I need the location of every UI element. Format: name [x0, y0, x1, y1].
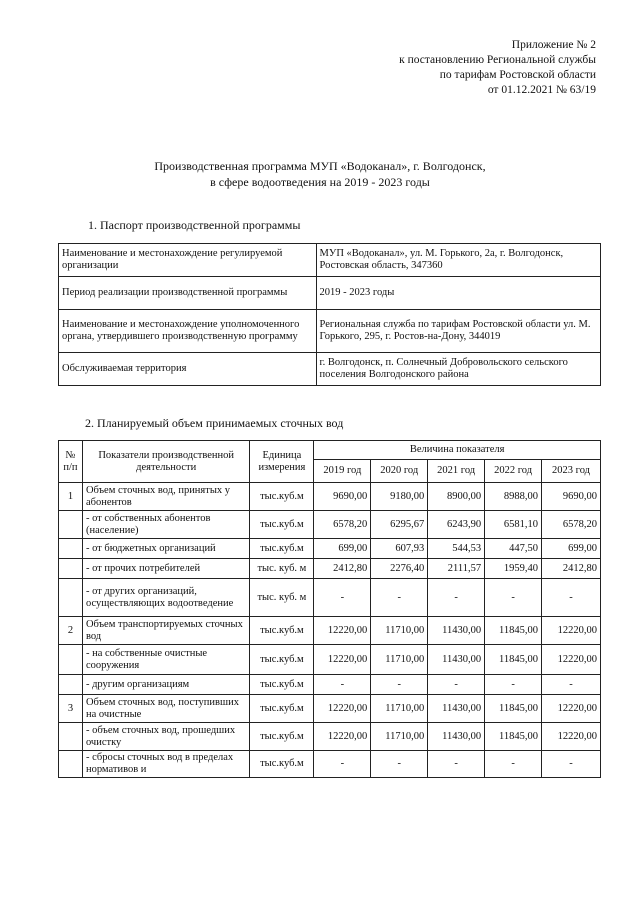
- table-row: [59, 559, 601, 579]
- row-value: 11845,00: [485, 617, 542, 645]
- row-value: 8900,00: [428, 483, 485, 511]
- row-value: 11845,00: [485, 645, 542, 675]
- passport-row: [59, 310, 601, 353]
- title-line-1: Производственная программа МУП «Водоканал», г. Волгодонск,: [154, 159, 486, 173]
- passport-label: Период реализации производственной программы: [59, 277, 317, 310]
- row-value: 6295,67: [371, 511, 428, 539]
- row-value: -: [428, 675, 485, 695]
- row-value: 544,53: [428, 539, 485, 559]
- row-value: -: [428, 751, 485, 778]
- table-row: [59, 645, 601, 675]
- row-label: - на собственные очистные сооружения: [82, 645, 249, 675]
- row-value: -: [314, 579, 371, 617]
- appendix-line-3: по тарифам Ростовской области: [439, 69, 596, 81]
- table-row: [59, 483, 601, 511]
- row-label: Объем сточных вод, поступивших на очистные: [82, 695, 249, 723]
- row-value: 699,00: [542, 539, 601, 559]
- row-value: 11430,00: [428, 723, 485, 751]
- row-value: 9690,00: [314, 483, 371, 511]
- row-unit: тыс.куб.м: [250, 539, 314, 559]
- row-value: 11710,00: [371, 723, 428, 751]
- row-value: 699,00: [314, 539, 371, 559]
- table-row: [59, 723, 601, 751]
- row-unit: тыс.куб.м: [250, 645, 314, 675]
- passport-row: [59, 277, 601, 310]
- row-value: 12220,00: [542, 645, 601, 675]
- row-value: 1959,40: [485, 559, 542, 579]
- header-year: 2021 год: [428, 460, 485, 483]
- volumes-table: [58, 440, 601, 778]
- header-num: № п/п: [59, 441, 83, 483]
- row-unit: тыс. куб. м: [250, 559, 314, 579]
- row-number: [59, 751, 83, 778]
- row-value: -: [428, 579, 485, 617]
- row-number: [59, 579, 83, 617]
- row-value: 2276,40: [371, 559, 428, 579]
- row-value: -: [542, 579, 601, 617]
- header-year: 2022 год: [485, 460, 542, 483]
- appendix-line-1: Приложение № 2: [511, 39, 596, 51]
- table-row: [59, 617, 601, 645]
- passport-row: [59, 244, 601, 277]
- title-line-2: в сфере водоотведения на 2019 - 2023 годы: [210, 175, 430, 189]
- header-indicator: Показатели производственной деятельности: [82, 441, 249, 483]
- section-2-heading: 2. Планируемый объем принимаемых сточных вод: [85, 416, 344, 430]
- row-value: -: [314, 675, 371, 695]
- row-unit: тыс.куб.м: [250, 617, 314, 645]
- row-value: -: [371, 579, 428, 617]
- table-row: [59, 695, 601, 723]
- row-value: -: [485, 579, 542, 617]
- row-unit: тыс.куб.м: [250, 483, 314, 511]
- passport-value: МУП «Водоканал», ул. М. Горького, 2а, г. Волгодонск, Ростовская область, 347360: [316, 244, 600, 277]
- row-value: -: [371, 751, 428, 778]
- row-unit: тыс.куб.м: [250, 723, 314, 751]
- row-unit: тыс.куб.м: [250, 751, 314, 778]
- row-value: 6243,90: [428, 511, 485, 539]
- row-value: 11430,00: [428, 695, 485, 723]
- row-value: 12220,00: [314, 645, 371, 675]
- row-label: Объем транспортируемых сточных вод: [82, 617, 249, 645]
- table-row: [59, 511, 601, 539]
- row-label: - сбросы сточных вод в пределах нормативов и: [82, 751, 249, 778]
- row-value: 12220,00: [542, 695, 601, 723]
- row-value: 6578,20: [542, 511, 601, 539]
- row-number: 3: [59, 695, 83, 723]
- passport-value: г. Волгодонск, п. Солнечный Добровольского сельского поселения Волгодонского района: [316, 353, 600, 386]
- row-value: 2111,57: [428, 559, 485, 579]
- row-number: [59, 511, 83, 539]
- row-value: 11710,00: [371, 645, 428, 675]
- row-value: -: [314, 751, 371, 778]
- table-row: [59, 675, 601, 695]
- row-label: - другим организациям: [82, 675, 249, 695]
- table-row: [59, 579, 601, 617]
- row-value: 12220,00: [314, 695, 371, 723]
- row-number: [59, 539, 83, 559]
- row-value: 8988,00: [485, 483, 542, 511]
- row-number: [59, 675, 83, 695]
- passport-value: 2019 - 2023 годы: [316, 277, 600, 310]
- row-label: - объем сточных вод, прошедших очистку: [82, 723, 249, 751]
- row-label: - от собственных абонентов (население): [82, 511, 249, 539]
- row-value: 447,50: [485, 539, 542, 559]
- header-year: 2019 год: [314, 460, 371, 483]
- table-row: [59, 539, 601, 559]
- row-label: - от бюджетных организаций: [82, 539, 249, 559]
- passport-value: Региональная служба по тарифам Ростовской области ул. М. Горького, 295, г. Ростов-на-Дону, 344019: [316, 310, 600, 353]
- row-unit: тыс. куб. м: [250, 579, 314, 617]
- row-unit: тыс.куб.м: [250, 675, 314, 695]
- row-value: 2412,80: [314, 559, 371, 579]
- row-value: 607,93: [371, 539, 428, 559]
- passport-label: Обслуживаемая территория: [59, 353, 317, 386]
- row-value: 11430,00: [428, 645, 485, 675]
- row-number: 1: [59, 483, 83, 511]
- header-unit: Единица измерения: [250, 441, 314, 483]
- row-value: 11430,00: [428, 617, 485, 645]
- row-value: 9690,00: [542, 483, 601, 511]
- appendix-header: [399, 38, 596, 98]
- row-value: 6578,20: [314, 511, 371, 539]
- document-title: [0, 158, 640, 190]
- row-value: 12220,00: [314, 723, 371, 751]
- row-value: 2412,80: [542, 559, 601, 579]
- passport-table: [58, 243, 601, 386]
- row-label: - от прочих потребителей: [82, 559, 249, 579]
- passport-label: Наименование и местонахождение регулируемой организации: [59, 244, 317, 277]
- section-1-heading: 1. Паспорт производственной программы: [88, 218, 301, 232]
- row-value: 11710,00: [371, 695, 428, 723]
- row-value: 9180,00: [371, 483, 428, 511]
- row-value: -: [542, 675, 601, 695]
- table-row: [59, 751, 601, 778]
- header-year: 2023 год: [542, 460, 601, 483]
- header-year: 2020 год: [371, 460, 428, 483]
- row-unit: тыс.куб.м: [250, 511, 314, 539]
- row-value: -: [542, 751, 601, 778]
- row-value: 12220,00: [542, 617, 601, 645]
- row-number: [59, 559, 83, 579]
- row-label: - от других организаций, осуществляющих водоотведение: [82, 579, 249, 617]
- row-value: 11710,00: [371, 617, 428, 645]
- header-value-group: Величина показателя: [314, 441, 601, 460]
- row-value: -: [485, 751, 542, 778]
- row-value: 12220,00: [314, 617, 371, 645]
- row-number: [59, 723, 83, 751]
- appendix-line-2: к постановлению Региональной службы: [399, 54, 596, 66]
- row-value: -: [485, 675, 542, 695]
- appendix-line-4: от 01.12.2021 № 63/19: [487, 84, 596, 96]
- row-value: 11845,00: [485, 723, 542, 751]
- passport-label: Наименование и местонахождение уполномоченного органа, утвердившего производственную программу: [59, 310, 317, 353]
- row-number: [59, 645, 83, 675]
- row-value: 6581,10: [485, 511, 542, 539]
- row-unit: тыс.куб.м: [250, 695, 314, 723]
- row-label: Объем сточных вод, принятых у абонентов: [82, 483, 249, 511]
- row-value: 12220,00: [542, 723, 601, 751]
- row-value: -: [371, 675, 428, 695]
- passport-row: [59, 353, 601, 386]
- row-number: 2: [59, 617, 83, 645]
- row-value: 11845,00: [485, 695, 542, 723]
